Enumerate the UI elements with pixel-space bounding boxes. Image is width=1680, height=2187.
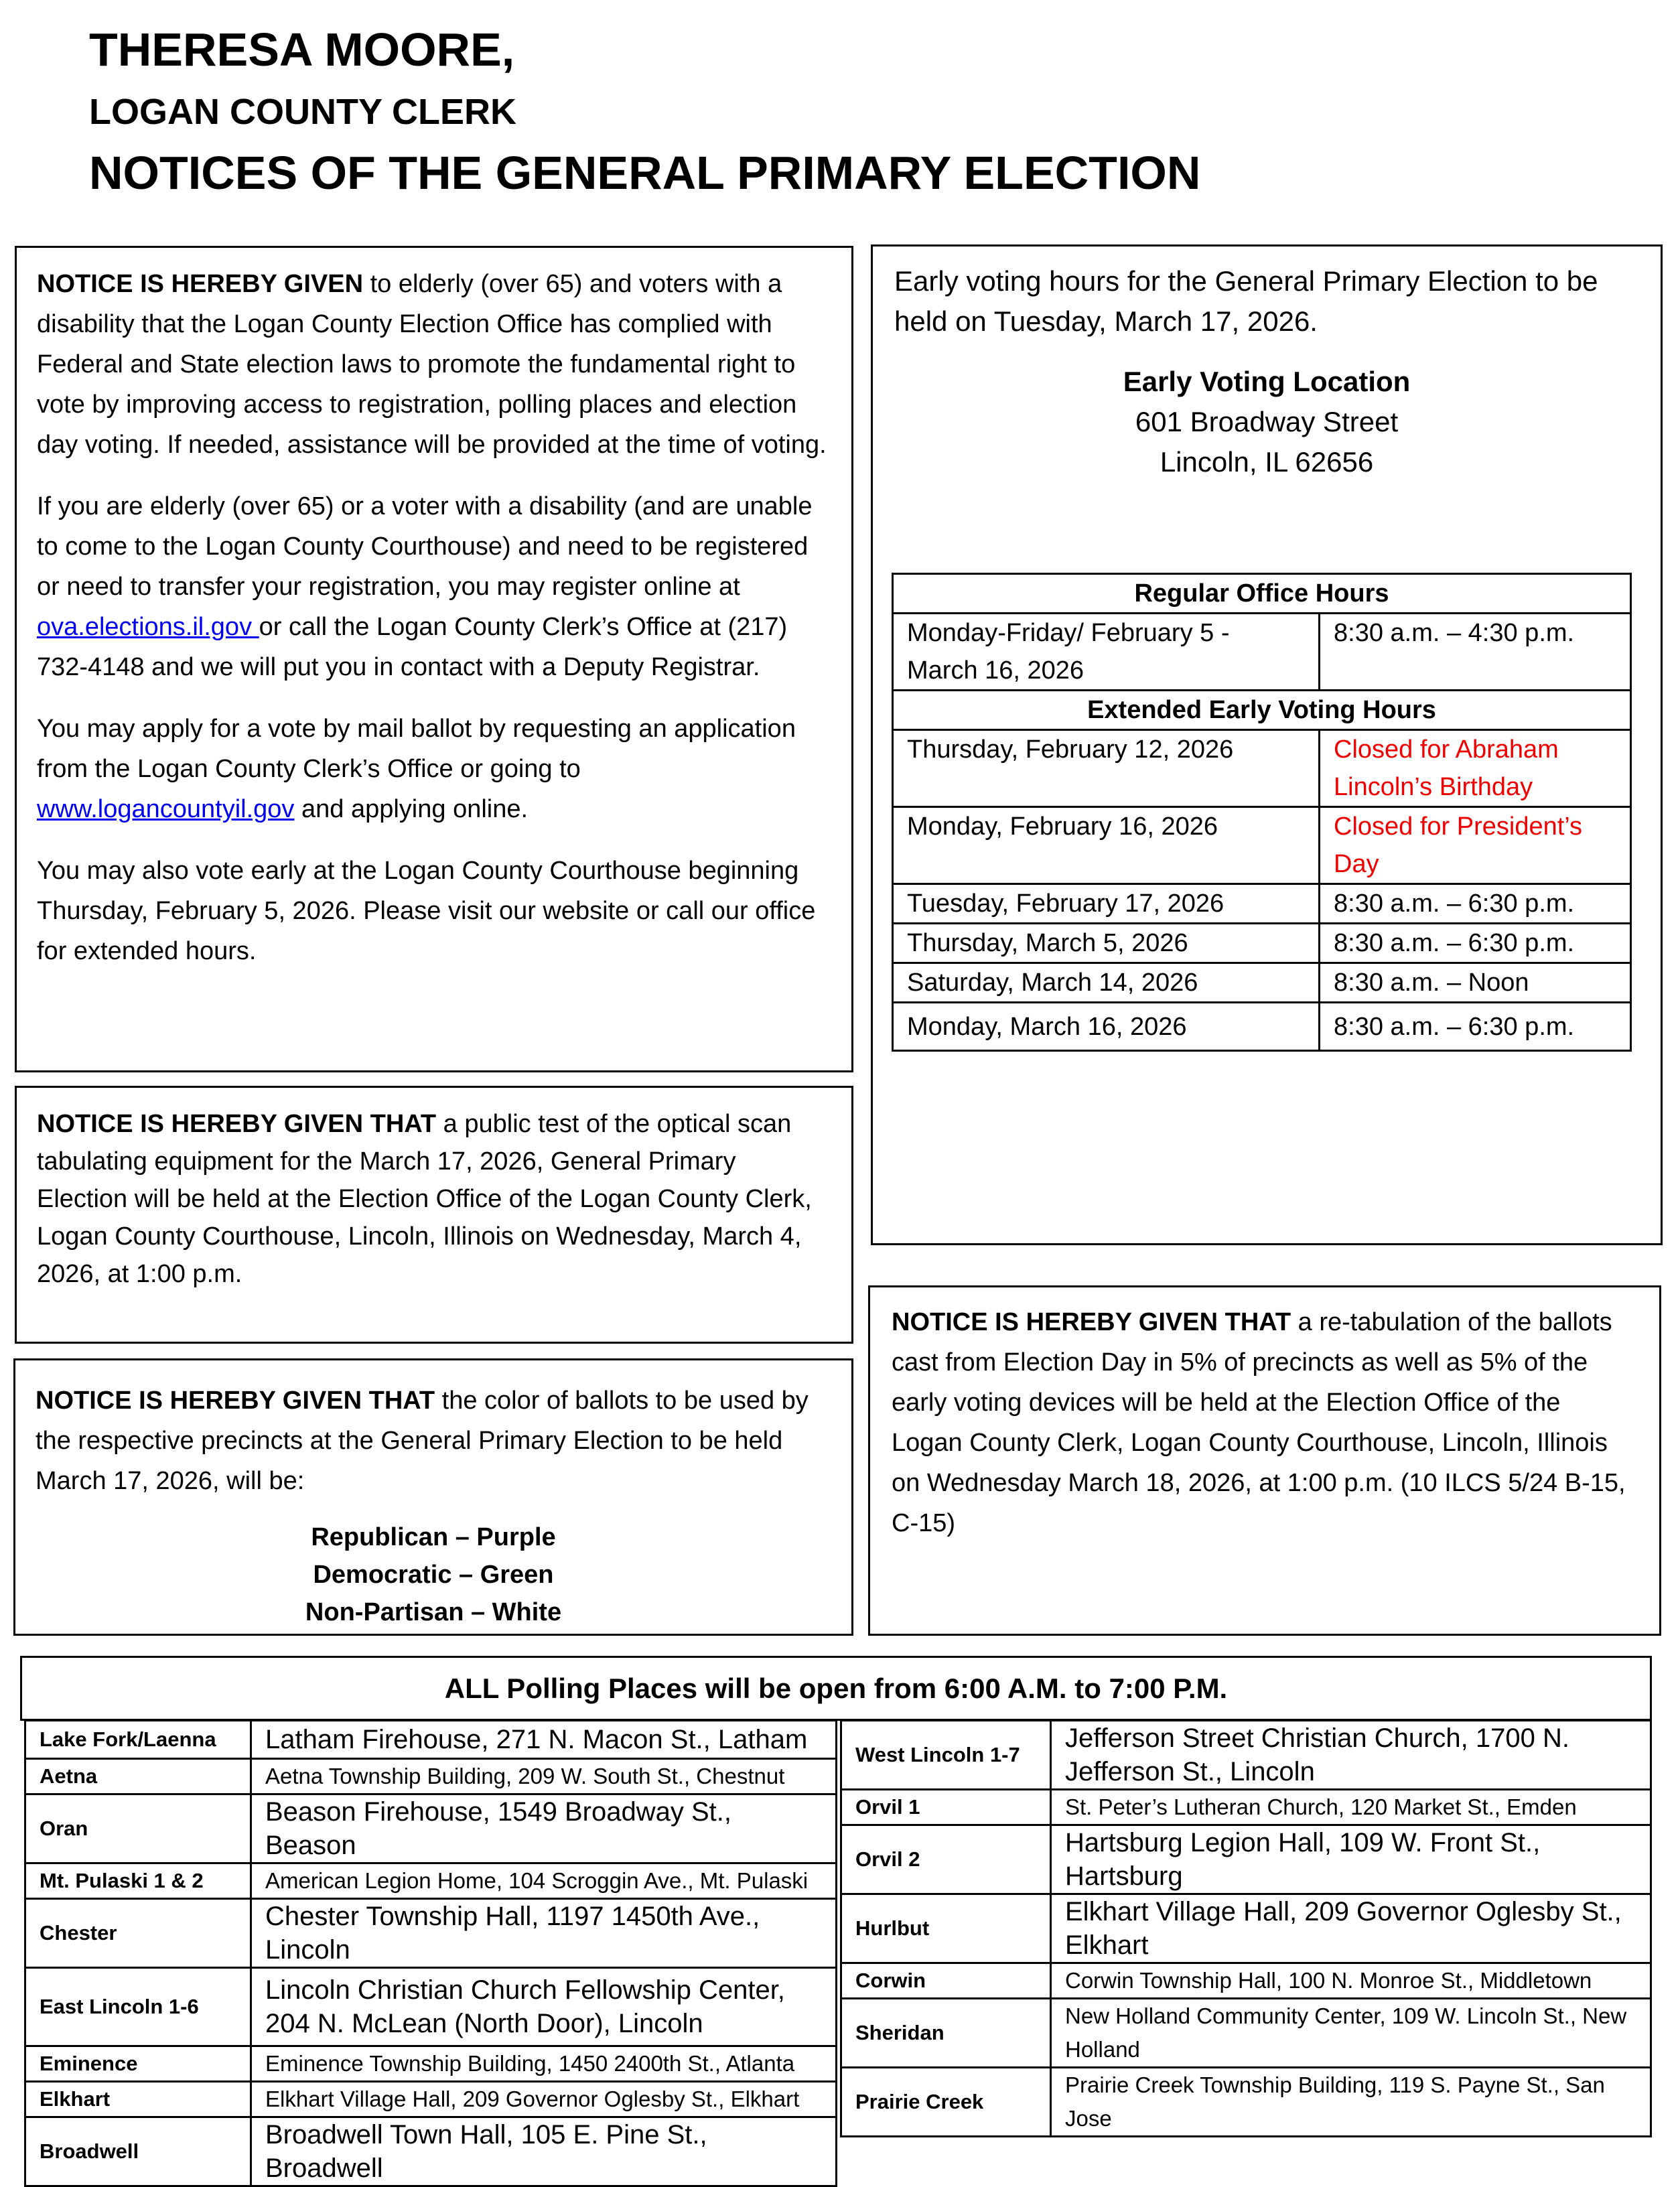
hours-time: 8:30 a.m. – 6:30 p.m. bbox=[1320, 1003, 1631, 1051]
hours-day: Thursday, February 12, 2026 bbox=[893, 730, 1320, 807]
location-street: 601 Broadway Street bbox=[1135, 406, 1399, 437]
notice-paragraph: You may apply for a vote by mail ballot by requesting an application from the Logan County Clerk’s Office or going to www.logancountyil.gov and applying online. bbox=[37, 715, 796, 823]
precinct-name: Orvil 1 bbox=[841, 1790, 1051, 1825]
hours-day: Thursday, March 5, 2026 bbox=[893, 924, 1320, 963]
regular-hours-header: Regular Office Hours bbox=[893, 574, 1631, 614]
clerk-name: THERESA MOORE, bbox=[89, 23, 515, 76]
ova-link[interactable]: ova.elections.il.gov bbox=[37, 613, 259, 641]
hours-time: 8:30 a.m. – Noon bbox=[1320, 963, 1631, 1003]
clerk-office: LOGAN COUNTY CLERK bbox=[89, 92, 517, 132]
equipment-test-notice: NOTICE IS HEREBY GIVEN THAT a public test of the optical scan tabulating equipment for the March 17, 2026, General Primary Election will be held at the Election Office of the Logan County Clerk, Logan County Courthouse, Lincoln, Illinois on Wednesday, March 4, 2026, at 1:00 p.m. bbox=[15, 1086, 853, 1344]
hours-day: Monday, February 16, 2026 bbox=[893, 807, 1320, 884]
precinct-name: Prairie Creek bbox=[841, 2068, 1051, 2137]
accessibility-notice bbox=[15, 246, 853, 1072]
precinct-name: Chester bbox=[25, 1899, 251, 1968]
hours-time: 8:30 a.m. – 6:30 p.m. bbox=[1320, 884, 1631, 924]
precinct-name: Hurlbut bbox=[841, 1894, 1051, 1963]
polling-header: ALL Polling Places will be open from 6:00 A.M. to 7:00 P.M. bbox=[20, 1656, 1652, 1721]
hours-day: Tuesday, February 17, 2026 bbox=[893, 884, 1320, 924]
polling-place: New Holland Community Center, 109 W. Lincoln St., New Holland bbox=[1051, 1999, 1651, 2068]
polling-place: Prairie Creek Township Building, 119 S. Payne St., San Jose bbox=[1051, 2068, 1651, 2137]
notice-paragraph: If you are elderly (over 65) or a voter with a disability (and are unable to come to the Logan County Courthouse) and need to be registered or need to transfer your registration, you may register online at ova.elections.il.gov or call the Logan County Clerk’s Office at (217) 732-4148 and we will put you in contact with a Deputy Registrar. bbox=[37, 492, 813, 681]
polling-place: St. Peter’s Lutheran Church, 120 Market St., Emden bbox=[1051, 1790, 1651, 1825]
polling-row bbox=[25, 1721, 837, 1759]
precinct-name: Broadwell bbox=[25, 2117, 251, 2186]
polling-row bbox=[25, 1968, 837, 2046]
polling-row bbox=[25, 1794, 837, 1863]
polling-place: Lincoln Christian Church Fellowship Center, 204 N. McLean (North Door), Lincoln bbox=[251, 1968, 837, 2046]
retabulation-notice: NOTICE IS HEREBY GIVEN THAT a re-tabulation of the ballots cast from Election Day in 5% of precincts as well as 5% of the early voting devices will be held at the Election Office of the Logan County Clerk, Logan County Courthouse, Lincoln, Illinois on Wednesday March 18, 2026, at 1:00 p.m. (10 ILCS 5/24 B-15, C-15) bbox=[868, 1285, 1661, 1636]
extended-hours-header: Extended Early Voting Hours bbox=[893, 691, 1631, 730]
polling-place: Latham Firehouse, 271 N. Macon St., Latham bbox=[251, 1721, 837, 1759]
page-title: NOTICES OF THE GENERAL PRIMARY ELECTION bbox=[89, 147, 1201, 199]
ballot-colors-notice: NOTICE IS HEREBY GIVEN THAT the color of ballots to be used by the respective precincts at the General Primary Election to be held March 17, 2026, will be: Republican – Purple Democratic – Green Non-Partisan – White bbox=[13, 1358, 853, 1636]
precinct-name: Corwin bbox=[841, 1963, 1051, 1999]
hours-time: 8:30 a.m. – 4:30 p.m. bbox=[1320, 614, 1631, 691]
precinct-name: Sheridan bbox=[841, 1999, 1051, 2068]
polling-row bbox=[841, 1999, 1651, 2068]
early-voting-hours-table bbox=[892, 573, 1632, 1052]
polling-place: Aetna Township Building, 209 W. South St., Chestnut bbox=[251, 1759, 837, 1794]
precinct-name: Oran bbox=[25, 1794, 251, 1863]
polling-table-right bbox=[840, 1719, 1652, 2137]
precinct-name: East Lincoln 1-6 bbox=[25, 1968, 251, 2046]
polling-place: Broadwell Town Hall, 105 E. Pine St., Broadwell bbox=[251, 2117, 837, 2186]
hours-time-closed: Closed for President’s Day bbox=[1320, 807, 1631, 884]
county-website-link[interactable]: www.logancountyil.gov bbox=[37, 795, 295, 823]
precinct-name: Aetna bbox=[25, 1759, 251, 1794]
hours-day: Monday-Friday/ February 5 - March 16, 2026 bbox=[893, 614, 1320, 691]
polling-row bbox=[25, 2082, 837, 2117]
location-city: Lincoln, IL 62656 bbox=[1160, 446, 1374, 478]
precinct-name: Eminence bbox=[25, 2046, 251, 2082]
hours-day: Saturday, March 14, 2026 bbox=[893, 963, 1320, 1003]
hours-day: Monday, March 16, 2026 bbox=[893, 1003, 1320, 1051]
location-title: Early Voting Location bbox=[1123, 366, 1411, 397]
polling-place: Elkhart Village Hall, 209 Governor Oglesby St., Elkhart bbox=[1051, 1894, 1651, 1963]
precinct-name: West Lincoln 1-7 bbox=[841, 1721, 1051, 1790]
polling-place: Jefferson Street Christian Church, 1700 N. Jefferson St., Lincoln bbox=[1051, 1721, 1651, 1790]
polling-place: Eminence Township Building, 1450 2400th St., Atlanta bbox=[251, 2046, 837, 2082]
polling-row bbox=[841, 1894, 1651, 1963]
polling-row bbox=[25, 1759, 837, 1794]
precinct-name: Mt. Pulaski 1 & 2 bbox=[25, 1863, 251, 1899]
polling-place: Hartsburg Legion Hall, 109 W. Front St., Hartsburg bbox=[1051, 1825, 1651, 1894]
polling-row bbox=[25, 1863, 837, 1899]
ballot-color: Republican – Purple bbox=[311, 1523, 556, 1551]
polling-place: Elkhart Village Hall, 209 Governor Oglesby St., Elkhart bbox=[251, 2082, 837, 2117]
polling-place: Chester Township Hall, 1197 1450th Ave., Lincoln bbox=[251, 1899, 837, 1968]
polling-row bbox=[841, 1790, 1651, 1825]
ballot-color: Democratic – Green bbox=[313, 1561, 554, 1589]
notice-paragraph: You may also vote early at the Logan County Courthouse beginning Thursday, February 5, 2026. Please visit our website or call our office for extended hours. bbox=[37, 857, 816, 965]
ballot-color: Non-Partisan – White bbox=[305, 1598, 562, 1626]
polling-row bbox=[25, 2046, 837, 2082]
polling-place: Corwin Township Hall, 100 N. Monroe St., Middletown bbox=[1051, 1963, 1651, 1999]
hours-time-closed: Closed for Abraham Lincoln’s Birthday bbox=[1320, 730, 1631, 807]
polling-place: American Legion Home, 104 Scroggin Ave., Mt. Pulaski bbox=[251, 1863, 837, 1899]
polling-row bbox=[841, 2068, 1651, 2137]
polling-row bbox=[841, 1825, 1651, 1894]
hours-time: 8:30 a.m. – 6:30 p.m. bbox=[1320, 924, 1631, 963]
polling-place: Beason Firehouse, 1549 Broadway St., Beason bbox=[251, 1794, 837, 1863]
precinct-name: Orvil 2 bbox=[841, 1825, 1051, 1894]
polling-row bbox=[841, 1963, 1651, 1999]
polling-row bbox=[841, 1721, 1651, 1790]
notice-paragraph: NOTICE IS HEREBY GIVEN to elderly (over 65) and voters with a disability that the Logan County Election Office has complied with Federal and State election laws to promote the fundamental right to vote by improving access to registration, polling places and election day voting. If needed, assistance will be provided at the time of voting. bbox=[37, 270, 827, 459]
early-voting-intro: Early voting hours for the General Primary Election to be held on Tuesday, March 17, 2026. bbox=[894, 265, 1598, 337]
polling-row bbox=[25, 2117, 837, 2186]
precinct-name: Lake Fork/Laenna bbox=[25, 1721, 251, 1759]
polling-row bbox=[25, 1899, 837, 1968]
polling-table-left bbox=[24, 1719, 837, 2187]
precinct-name: Elkhart bbox=[25, 2082, 251, 2117]
